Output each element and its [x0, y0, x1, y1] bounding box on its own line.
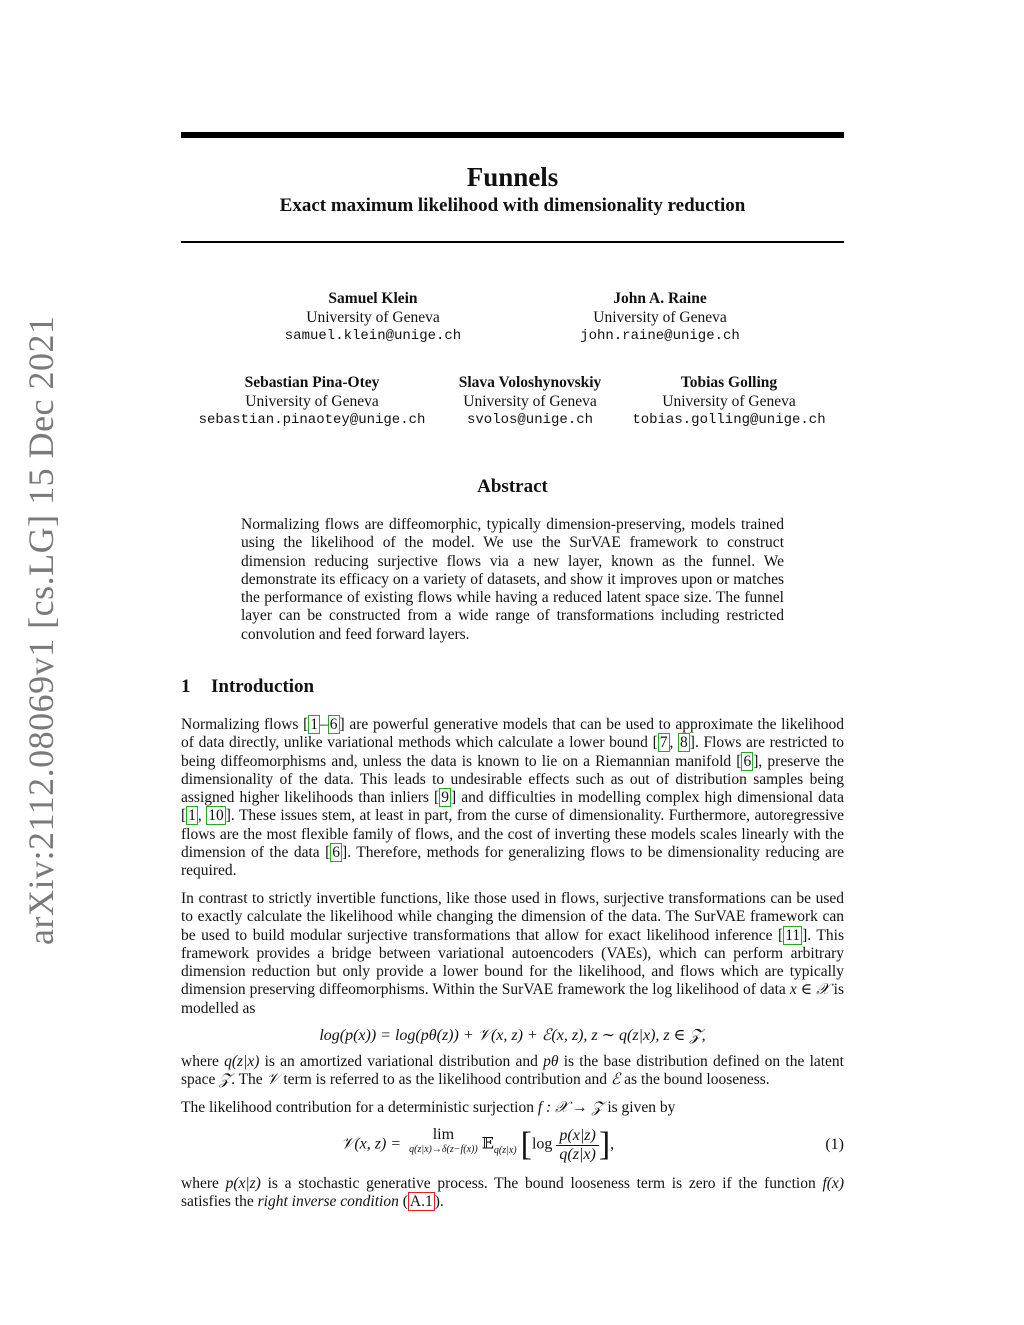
author-block [622, 374, 836, 430]
math-symbol: x ∈ 𝒳 [789, 981, 830, 999]
author-name: Slava Voloshynovskiy [458, 374, 602, 391]
author-email[interactable]: tobias.golling@unige.ch [632, 412, 826, 428]
math-symbol: f(x) [822, 1175, 844, 1192]
citation-link[interactable]: 11 [785, 926, 801, 944]
expectation-subscript: q(z|x) [493, 1144, 517, 1156]
citation-link[interactable]: 8 [680, 734, 688, 752]
author-block [181, 374, 443, 430]
author-block [243, 290, 503, 346]
expectation-operator: 𝔼 [481, 1135, 494, 1153]
intro-paragraph-2: In contrast to strictly invertible functions, like those used in flows, surjective transformations can be used to exactly calculate the likelihood while changing the dimension of the data. The SurVAE framework can be used to build modular surjective transformations that allow for exact likelihood inference [ 11 ]. This framework provides a bridge between variational autoencoders (VAEs), which can perform arbitrary dimension reduction but only provide a lower bound for the likelihood, and flows which are typically dimension preserving diffeomorphisms. Within the SurVAE framework the log likelihood of data x ∈ 𝒳 is modelled as [181, 890, 845, 1017]
paper-subtitle: Exact maximum likelihood with dimensionality reduction [279, 195, 746, 216]
intro-paragraph-1: Normalizing flows [ 1 – 6 ] are powerful generative models that can be used to approximate the likelihood of data directly, unlike variational methods which calculate a lower bound [ 7 , 8 ]. Flows are restricted to being diffeomorphisms and, unless the data is known to lie on a Riemannian manifold [ 6 ], preserve the dimensionality of the data. This leads to undesirable effects such as out of distribution samples being assigned higher likelihoods than inliers [ 9 ] and difficulties in modelling complex high dimensional data [ 1 , 10 ]. These issues stem, at least in part, from the curse of dimensionality. Furthermore, autoregressive flows are the most flexible family of flows, and the cost of inverting these models scales linearly with the dimension of the data [ 6 ]. Therefore, methods for generalizing flows to be dimensionality reducing are required. [181, 716, 845, 880]
citation-link[interactable]: 1 [310, 716, 319, 733]
equation-1 [181, 1118, 844, 1170]
author-name: Sebastian Pina-Otey [244, 374, 380, 391]
author-name: Tobias Golling [680, 374, 778, 391]
author-email[interactable]: samuel.klein@unige.ch [284, 328, 462, 344]
math-symbol: ℰ [610, 1071, 621, 1089]
math-symbol: q(z|x) [224, 1053, 260, 1070]
author-block [440, 374, 620, 430]
intro-paragraph-4: The likelihood contribution for a deterministic surjection f : 𝒳 → 𝒵 is given by [181, 1099, 676, 1116]
author-email[interactable]: john.raine@unige.ch [580, 328, 740, 344]
author-name: Samuel Klein [328, 290, 418, 307]
arxiv-identifier: arXiv:2112.08069v1 [cs.LG] 15 Dec 2021 [21, 315, 61, 945]
equation-lhs: 𝒱(x, z) = [341, 1135, 402, 1153]
citation-link[interactable]: 9 [441, 789, 449, 807]
citation-link[interactable]: 6 [332, 844, 341, 862]
limit-operator: lim q(z|x)→δ(z−f(x)) [409, 1126, 478, 1155]
appendix-reference-link[interactable]: A.1 [409, 1193, 433, 1211]
fraction-numerator: p(x|z) [556, 1127, 598, 1146]
top-rule [181, 132, 844, 138]
author-affiliation: University of Geneva [306, 308, 440, 326]
author-affiliation: University of Geneva [662, 392, 796, 410]
author-block [530, 290, 790, 346]
author-affiliation: University of Geneva [593, 308, 727, 326]
section-title: Introduction [211, 676, 315, 697]
section-number: 1 [181, 676, 191, 697]
equation-1-body: 𝒱(x, z) = lim q(z|x)→δ(z−f(x)) 𝔼$_{q(z|x)}$ [log $\frac{p(x|z)}{q(z|x)}$ ], [341, 1126, 615, 1163]
log-operator: log [531, 1135, 553, 1153]
author-email[interactable]: sebastian.pinaotey@unige.ch [198, 412, 426, 428]
abstract-text: Normalizing flows are diffeomorphic, typically dimension-preserving, models trained using the likelihood of the model. We use the SurVAE framework to construct dimension reducing surjective flows via a new layer, known as the funnel. We demonstrate its efficacy on a variety of datasets, and show it improves upon or matches the performance of existing flows while having a reduced latent space size. The funnel layer can be constructed from a wide range of transformations including restricted convolution and feed forward layers. [241, 516, 784, 643]
likelihood-equation: log(p(x)) = log(pθ(z)) + 𝒱(x, z) + ℰ(x, z), z ∼ q(z|x), z ∈ 𝒵, [319, 1027, 706, 1044]
math-symbol: pθ [543, 1053, 559, 1070]
citation-link[interactable]: 7 [659, 734, 668, 752]
fraction-denominator: q(z|x) [559, 1145, 596, 1163]
citation-link[interactable]: 10 [208, 807, 224, 825]
equation-number: (1) [825, 1136, 844, 1153]
math-symbol: f : 𝒳 → 𝒵 [537, 1099, 604, 1116]
fraction [556, 1127, 598, 1164]
title-bottom-rule [181, 241, 844, 243]
intro-paragraph-3: where q(z|x) is an amortized variational distribution and pθ is the base distribution defined on the latent space 𝒵. The 𝒱 term is referred to as the likelihood contribution and ℰ as the bound looseness. [181, 1053, 844, 1089]
emphasized-term: right inverse condition [257, 1193, 399, 1211]
author-affiliation: University of Geneva [245, 392, 379, 410]
author-email[interactable]: svolos@unige.ch [466, 412, 594, 428]
math-symbol: 𝒱 [266, 1071, 280, 1089]
author-name: John A. Raine [613, 290, 707, 307]
citation-link[interactable]: 6 [743, 752, 752, 770]
section-heading [181, 676, 314, 698]
math-symbol: 𝒵 [219, 1071, 232, 1089]
intro-paragraph-5: where p(x|z) is a stochastic generative process. The bound looseness term is zero if the function f(x) satisfies the right inverse condition ( A.1 ). [181, 1175, 844, 1211]
abstract-heading: Abstract [477, 476, 548, 497]
author-affiliation: University of Geneva [463, 392, 597, 410]
citation-link[interactable]: 1 [188, 807, 196, 825]
citation-link[interactable]: 6 [329, 716, 338, 733]
limit-subscript: q(z|x)→δ(z−f(x)) [409, 1144, 478, 1155]
math-symbol: p(x|z) [225, 1175, 261, 1192]
paper-title: Funnels [466, 162, 559, 192]
